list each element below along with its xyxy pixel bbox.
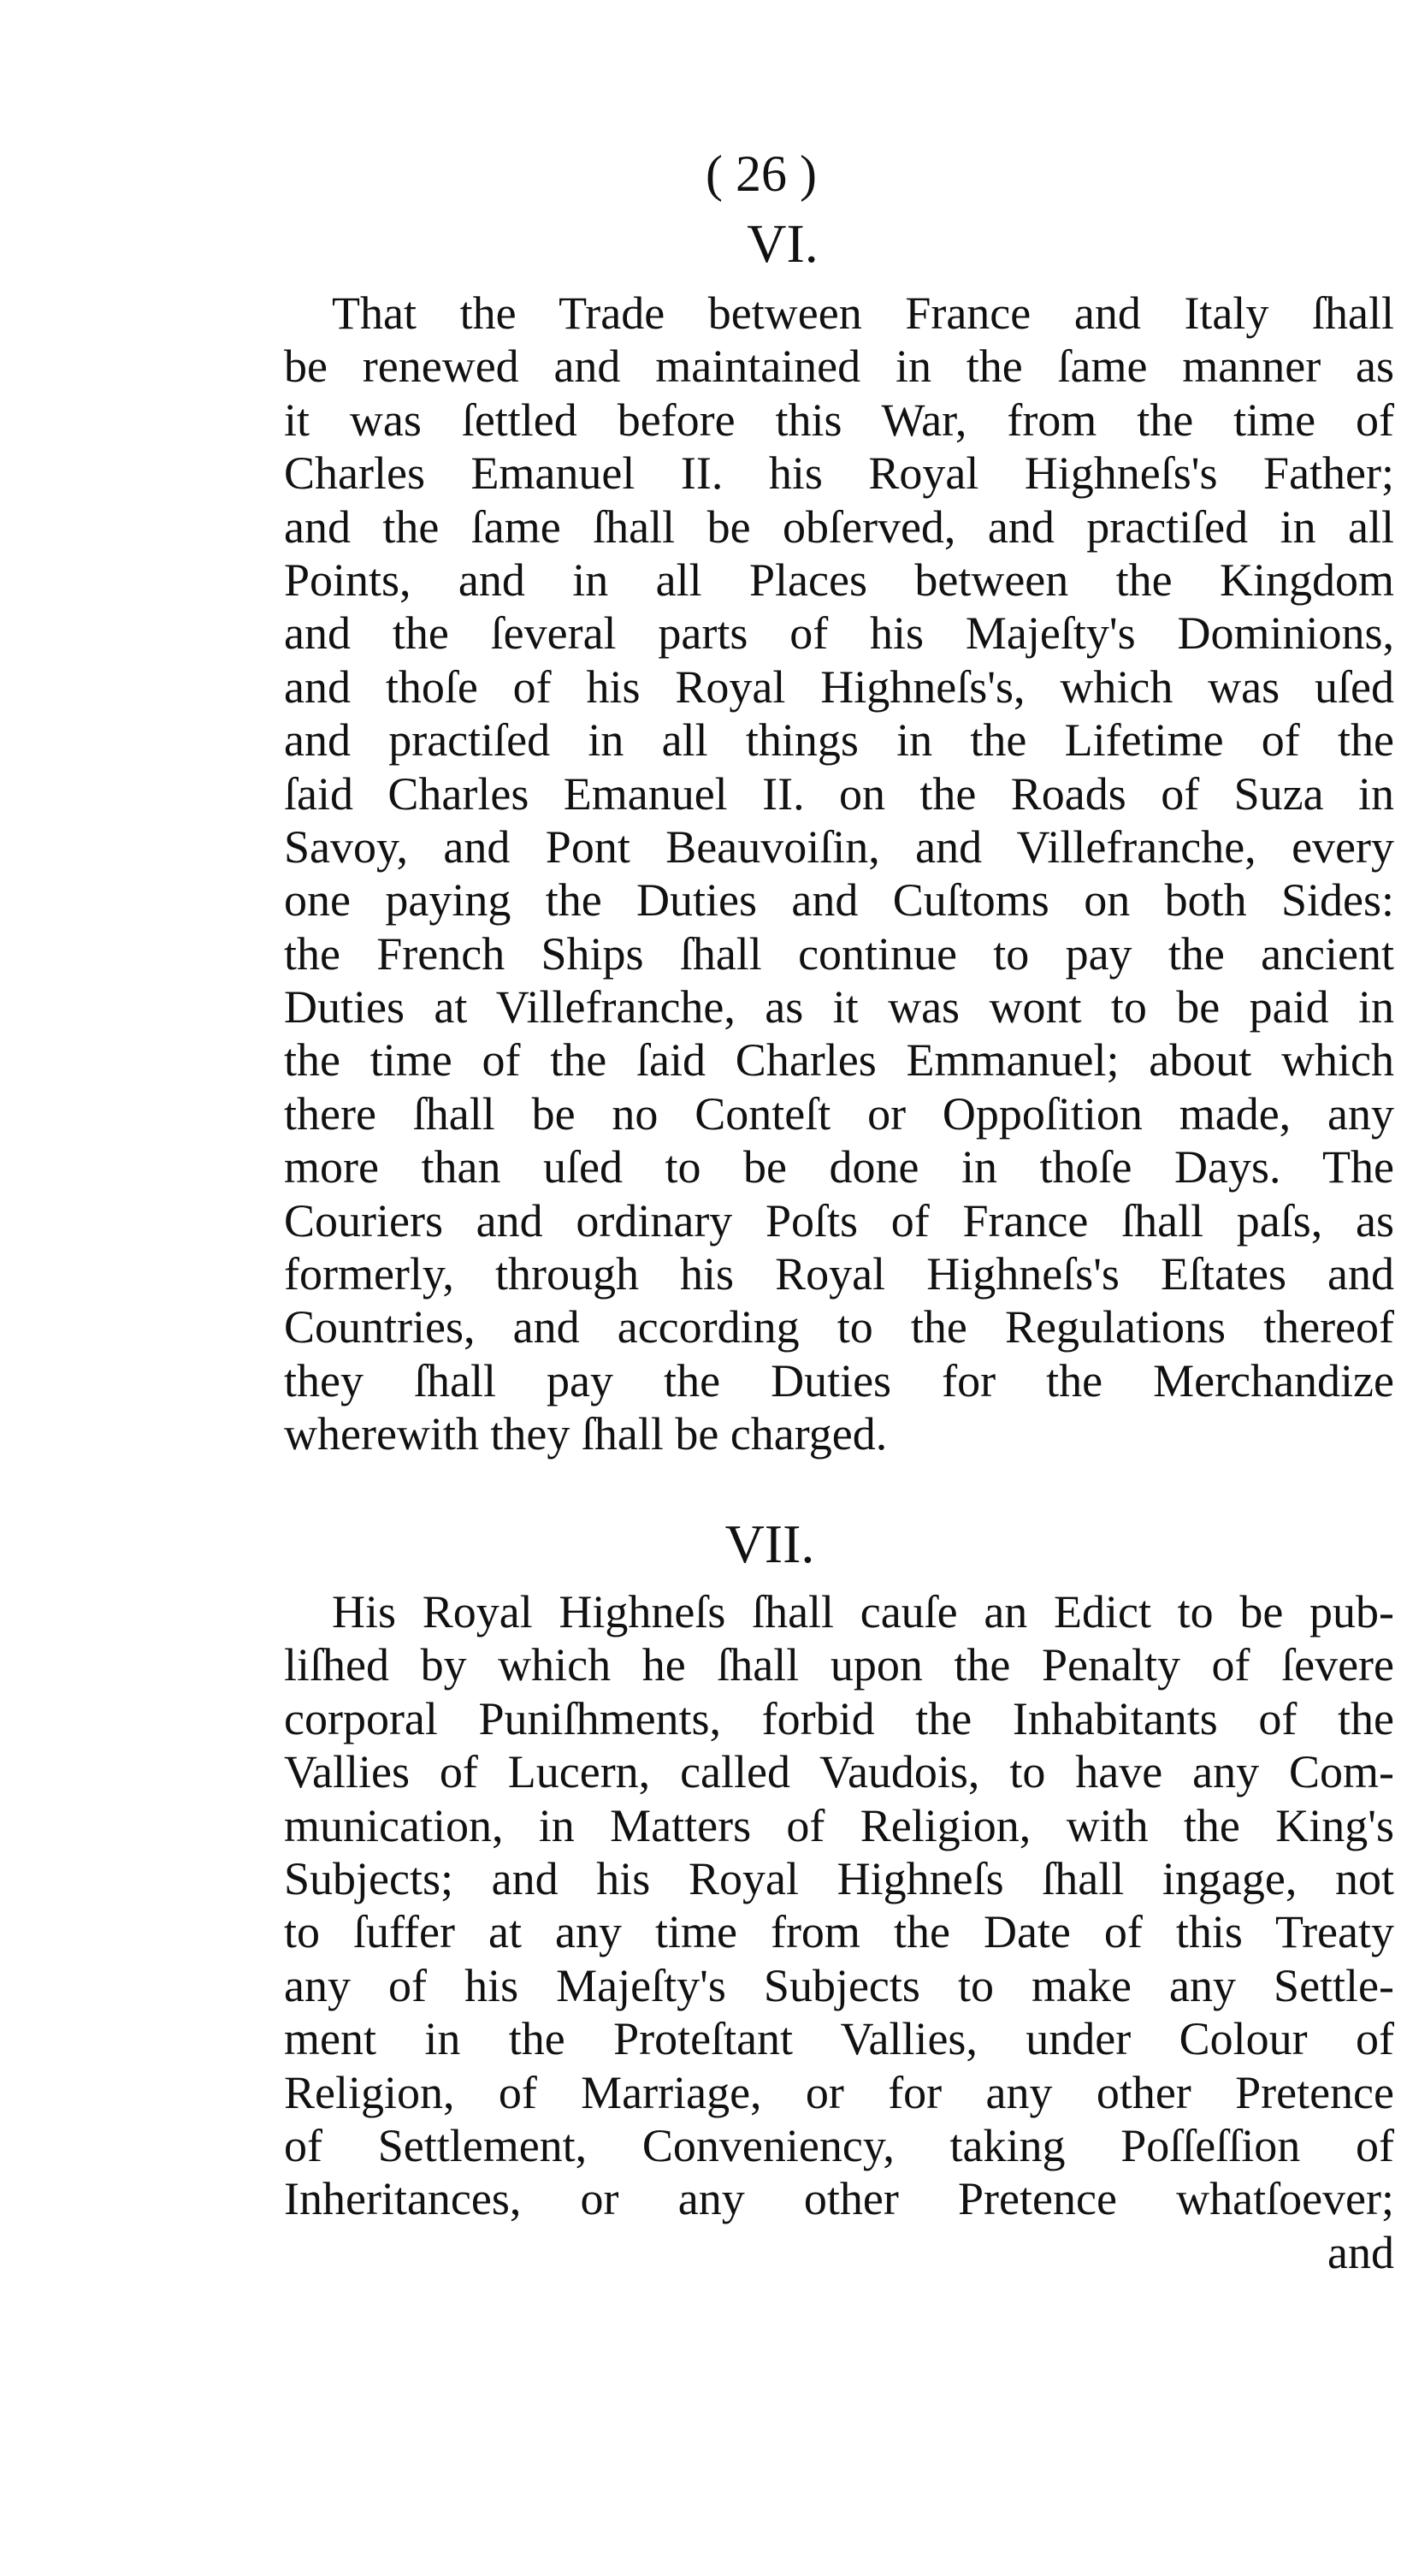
text-line: Charles Emanuel II. his Royal Highneſs's Father;: [284, 447, 1394, 500]
text-line: be renewed and maintained in the ſame manner as: [284, 341, 1394, 393]
text-line: formerly, through his Royal Highneſs's Eſtates and: [284, 1248, 1394, 1300]
catchword: and: [1327, 2226, 1394, 2278]
text-line: and thoſe of his Royal Highneſs's, which was uſed: [284, 660, 1394, 713]
text-line: ſaid Charles Emanuel II. on the Roads of Suza in: [284, 767, 1394, 820]
text-line: Points, and in all Places between the Kingdom: [284, 554, 1394, 606]
text-line: Religion, of Marriage, or for any other Pretence: [284, 2066, 1394, 2118]
text-line: and the ſeveral parts of his Majeſty's Dominions,: [284, 607, 1394, 660]
text-line: That the Trade between France and Italy ſhall: [332, 287, 1394, 339]
text-line: more than uſed to be done in thoſe Days. The: [284, 1141, 1394, 1193]
text-line: corporal Puniſhments, forbid the Inhabitants of the: [284, 1692, 1394, 1744]
text-line: the time of the ſaid Charles Emmanuel; about which: [284, 1034, 1394, 1087]
text-line: and practiſed in all things in the Lifetime of the: [284, 714, 1394, 767]
text-line: to ſuffer at any time from the Date of this Treaty: [284, 1906, 1394, 1958]
text-line: Inheritances, or any other Pretence whatſoever;: [284, 2173, 1394, 2225]
text-line: Duties at Villefranche, as it was wont to be paid in: [284, 981, 1394, 1033]
text-line: any of his Majeſty's Subjects to make any Settle-: [284, 1959, 1394, 2011]
text-line: there ſhall be no Conteſt or Oppoſition made, any: [284, 1087, 1394, 1140]
article-vii-text: [284, 1585, 1394, 2279]
text-line: Countries, and according to the Regulations thereof: [284, 1301, 1394, 1353]
text-line: wherewith they ſhall be charged.: [284, 1408, 888, 1460]
text-line: Savoy, and Pont Beauvoiſin, and Villefranche, every: [284, 820, 1394, 873]
text-line: one paying the Duties and Cuſtoms on both Sides:: [284, 874, 1394, 927]
text-line: the French Ships ſhall continue to pay the ancient: [284, 927, 1394, 980]
text-line: it was ſettled before this War, from the time of: [284, 394, 1394, 446]
text-line: munication, in Matters of Religion, with the King's: [284, 1799, 1394, 1851]
article-vi-text: [284, 287, 1394, 1461]
section-heading-vii: VII.: [724, 1513, 815, 1574]
text-line: liſhed by which he ſhall upon the Penalty of ſevere: [284, 1639, 1394, 1691]
text-line: they ſhall pay the Duties for the Merchandize: [284, 1354, 1394, 1406]
text-line: Couriers and ordinary Poſts of France ſhall paſs, as: [284, 1194, 1394, 1247]
text-line: ment in the Proteſtant Vallies, under Colour of: [284, 2013, 1394, 2065]
text-line: Vallies of Lucern, called Vaudois, to have any Com-: [284, 1746, 1394, 1798]
section-heading-vi: VI.: [747, 213, 819, 274]
text-line: of Settlement, Conveniency, taking Poſſeſſion of: [284, 2119, 1394, 2171]
page-number: ( 26 ): [706, 145, 817, 202]
text-line: Subjects; and his Royal Highneſs ſhall ingage, not: [284, 1852, 1394, 1904]
text-line: His Royal Highneſs ſhall cauſe an Edict to be pub-: [332, 1586, 1394, 1637]
text-line: and the ſame ſhall be obſerved, and practiſed in all: [284, 500, 1394, 553]
